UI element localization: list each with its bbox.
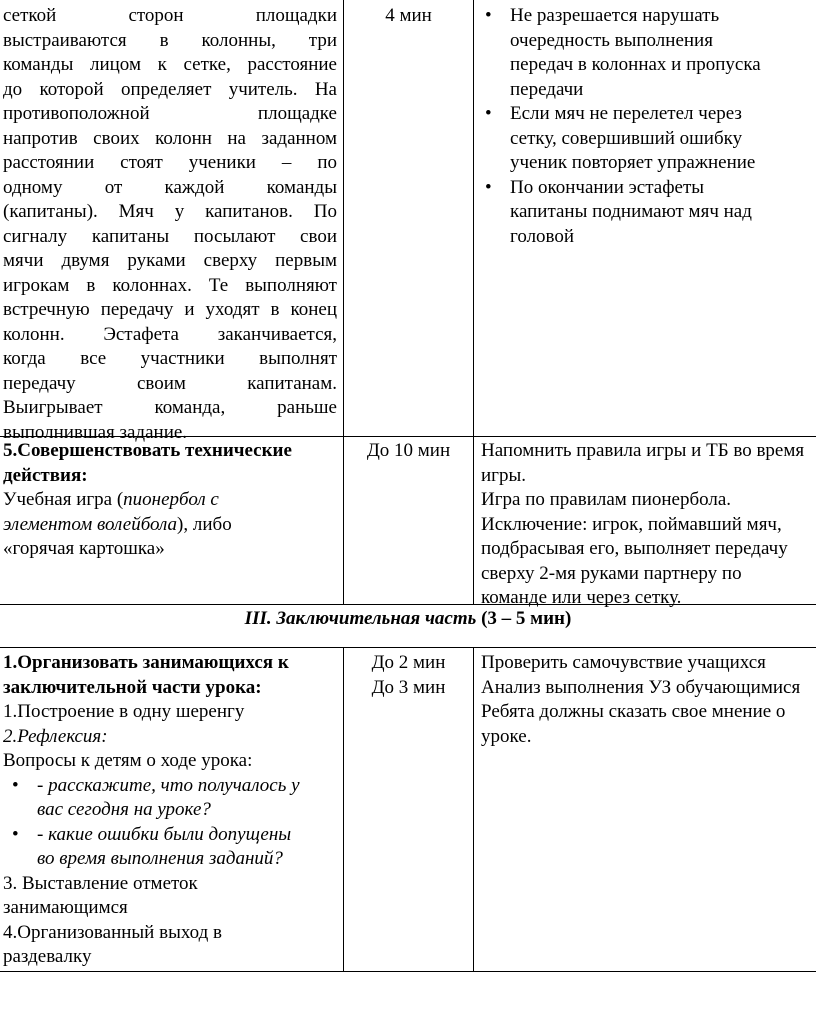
question-line: • - расскажите, что получалось у — [37, 774, 300, 796]
note-line: • Не разрешается нарушать — [510, 5, 720, 26]
questions-line: Вопросы к детям о ходе урока: — [3, 750, 253, 771]
relay-text-line: до которой определяет учитель. На — [3, 78, 337, 100]
final-heading-line: заключительной части урока: — [3, 676, 262, 698]
list-item — [476, 102, 816, 176]
game-time: До 10 мин — [366, 440, 451, 461]
relay-text-line: расстоянии стоят ученики – по — [3, 152, 337, 173]
relay-text-line: выстраиваются в колонны, три — [3, 29, 337, 51]
note-line: Проверить самочувствие учащихся — [481, 652, 766, 673]
game-time-cell — [344, 439, 473, 464]
relay-text-line: команды лицом к сетке, расстояние — [3, 54, 337, 75]
game-suffix: ), либо — [177, 513, 232, 535]
note-line: капитаны поднимают мяч над — [510, 201, 752, 222]
final-heading — [3, 651, 343, 676]
final-time-1: До 2 мин — [371, 652, 446, 673]
game-heading-line: действия: — [3, 464, 88, 486]
note-line: • По окончании эстафеты — [510, 176, 705, 198]
game-description — [3, 488, 343, 513]
final-heading-2 — [3, 676, 343, 701]
question-line: вас сегодня на уроке? — [37, 799, 211, 820]
game-notes-cell — [481, 439, 816, 611]
relay-notes-cell — [476, 4, 816, 249]
final-notes-cell — [481, 651, 816, 749]
relay-text-line: колонн. Эстафета заканчивается, — [3, 323, 337, 345]
relay-notes-list — [476, 4, 816, 249]
game-italic: элементом волейбола — [3, 513, 178, 535]
section-heading — [0, 607, 816, 632]
game-description-line2 — [3, 513, 343, 538]
row3-top-border — [0, 647, 816, 648]
marks-line: занимающимся — [3, 897, 128, 918]
final-time-cell — [344, 651, 473, 700]
note-line: игры. — [481, 464, 526, 486]
list-item — [3, 774, 343, 823]
relay-text-line: передачу своим капитанам. — [3, 372, 337, 394]
relay-time: 4 мин — [385, 5, 432, 26]
question-line: во время выполнения заданий? — [37, 848, 283, 869]
section-title-italic: III. Заключительная часть — [244, 608, 477, 629]
row3-bottom-border — [0, 971, 816, 972]
final-task-cell — [3, 651, 343, 970]
note-line: Ребята должны сказать свое мнение о — [481, 701, 786, 722]
reflexia-label: 2.Рефлексия: — [3, 725, 108, 747]
note-line: сетку, совершивший ошибку — [510, 127, 743, 149]
relay-text-line: мячи двумя руками сверху первым — [3, 250, 337, 271]
note-line: подбрасывая его, выполняет передачу — [481, 538, 788, 559]
relay-text-line: одному от каждой команды — [3, 176, 337, 198]
col1-border-a — [343, 0, 344, 605]
note-line: ученик повторяет упражнение — [510, 152, 756, 173]
note-line: Анализ выполнения УЗ обучающимися — [481, 676, 801, 698]
relay-text-line: сигналу капитаны посылают свои — [3, 225, 337, 247]
game-heading — [3, 439, 343, 464]
relay-text-line: сеткой сторон площадки — [3, 5, 337, 26]
section-title-rest: (3 – 5 мин) — [476, 608, 572, 629]
game-prefix: Учебная игра ( — [3, 489, 124, 510]
relay-text-line: выполнившая задание. — [3, 421, 188, 443]
note-line: команде или через сетку. — [481, 587, 682, 608]
note-line: Исключение: игрок, поймавший мяч, — [481, 513, 782, 535]
build-line: 1.Построение в одну шеренгу — [3, 701, 245, 722]
list-item — [476, 176, 816, 250]
game-alt: «горячая картошка» — [3, 538, 165, 559]
relay-text-line: напротив своих колонн на заданном — [3, 127, 337, 149]
exit-line: раздевалку — [3, 946, 92, 967]
game-heading-line: 5.Совершенствовать технические — [3, 440, 292, 461]
relay-text-line: (капитаны). Мяч у капитанов. По — [3, 201, 337, 222]
note-line: передач в колоннах и пропуска — [510, 54, 761, 75]
marks-line: 3. Выставление отметок — [3, 872, 198, 894]
question-line: • - какие ошибки были допущены — [37, 823, 292, 845]
col2-border-a — [473, 0, 474, 605]
relay-text-line: противоположной площадке — [3, 103, 337, 124]
note-line: Игра по правилам пионербола. — [481, 489, 732, 510]
game-heading-line2 — [3, 464, 343, 489]
relay-text-line: когда все участники выполнят — [3, 348, 337, 369]
final-heading-line: 1.Организовать занимающихся к — [3, 652, 289, 673]
relay-text-line: Выигрывает команда, раньше — [3, 397, 337, 418]
note-line: уроке. — [481, 725, 532, 747]
list-item — [476, 4, 816, 102]
game-italic: пионербол с — [123, 489, 219, 510]
exit-line: 4.Организованный выход в — [3, 921, 222, 943]
note-line: • Если мяч не перелетел через — [510, 103, 742, 124]
relay-text-line: встречную передачу и уходят в конец — [3, 299, 337, 320]
col2-border-b — [473, 647, 474, 972]
game-task-cell — [3, 439, 343, 562]
note-line: сверху 2-мя руками партнеру по — [481, 562, 742, 584]
relay-text-line: игрокам в колоннах. Те выполняют — [3, 274, 337, 296]
list-item — [3, 823, 343, 872]
relay-time-cell — [344, 4, 473, 29]
question-list — [3, 774, 343, 872]
note-line: головой — [510, 225, 575, 247]
note-line: передачи — [510, 78, 584, 100]
final-time-2: До 3 мин — [371, 676, 446, 698]
note-line: Напомнить правила игры и ТБ во время — [481, 440, 805, 461]
reflexia-line — [3, 725, 343, 750]
note-line: очередность выполнения — [510, 29, 713, 51]
relay-description-cell — [3, 4, 337, 445]
